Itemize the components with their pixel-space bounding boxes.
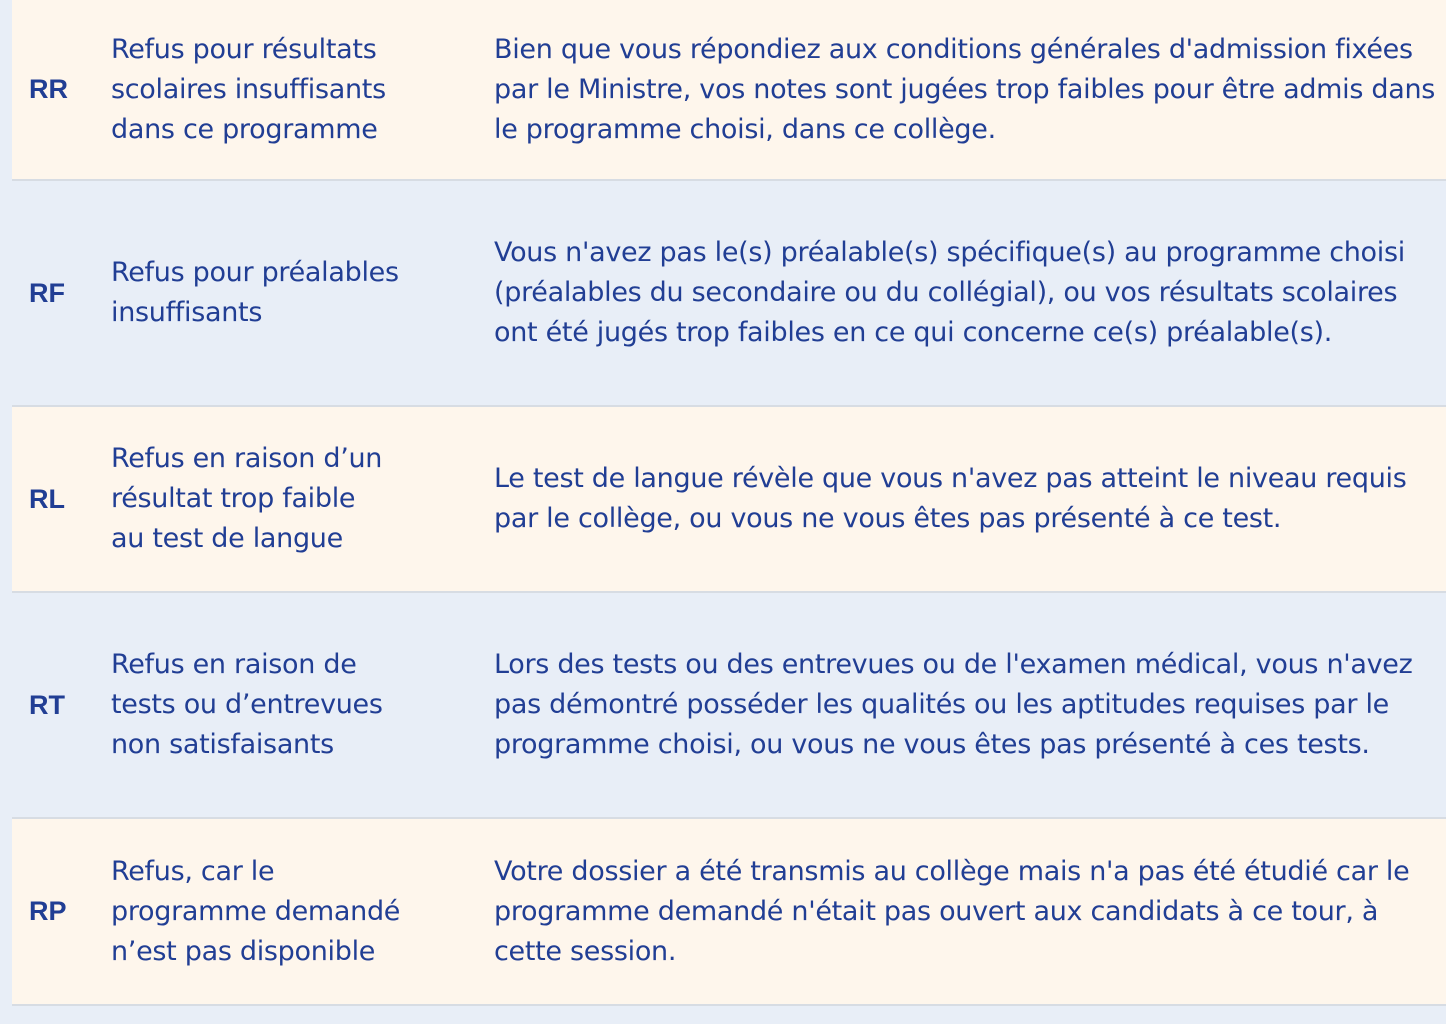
refusal-description: Vous n'avez pas le(s) préalable(s) spécifique(s) au programme choisi (préalables du secondaire ou du collégial), ou vos résultats scolaires ont été jugés trop faibles en ce qui concerne ce(s) préalable(s). [494, 237, 1405, 348]
refusal-label: Refus en raison de tests ou d’entrevues non satisfaisants [111, 649, 383, 760]
refusal-code: RT [29, 689, 65, 720]
refusal-label: Refus pour résultats scolaires insuffisants dans ce programme [111, 33, 386, 145]
table-row [12, 0, 1446, 181]
refusal-code: RR [29, 74, 68, 104]
table-row [12, 819, 1446, 1006]
refusal-label: Refus pour préalables insuffisants [111, 257, 399, 328]
refusal-codes-table [12, 0, 1446, 1006]
refusal-description: Lors des tests ou des entrevues ou de l'examen médical, vous n'avez pas démontré posséder les qualités ou les aptitudes requises par le programme choisi, ou vous ne vous êtes pas présenté à ces tests. [494, 649, 1413, 760]
table-row [12, 593, 1446, 819]
refusal-code: RP [29, 896, 67, 926]
refusal-description: Le test de langue révèle que vous n'avez pas atteint le niveau requis par le collège, ou vous ne vous êtes pas présenté à ce test. [494, 463, 1407, 534]
refusal-description: Votre dossier a été transmis au collège mais n'a pas été étudié car le programme demandé n'était pas ouvert aux candidats à ce tour, à cette session. [494, 855, 1410, 967]
refusal-label: Refus, car le programme demandé n’est pas disponible [111, 855, 401, 967]
refusal-description: Bien que vous répondiez aux conditions générales d'admission fixées par le Ministre, vos notes sont jugées trop faibles pour être admis dans le programme choisi, dans ce collège. [494, 33, 1436, 145]
table-row [12, 181, 1446, 407]
refusal-code: RF [29, 277, 65, 308]
refusal-code: RL [29, 483, 65, 514]
table-row [12, 407, 1446, 593]
refusal-label: Refus en raison d’un résultat trop faible au test de langue [111, 443, 383, 554]
